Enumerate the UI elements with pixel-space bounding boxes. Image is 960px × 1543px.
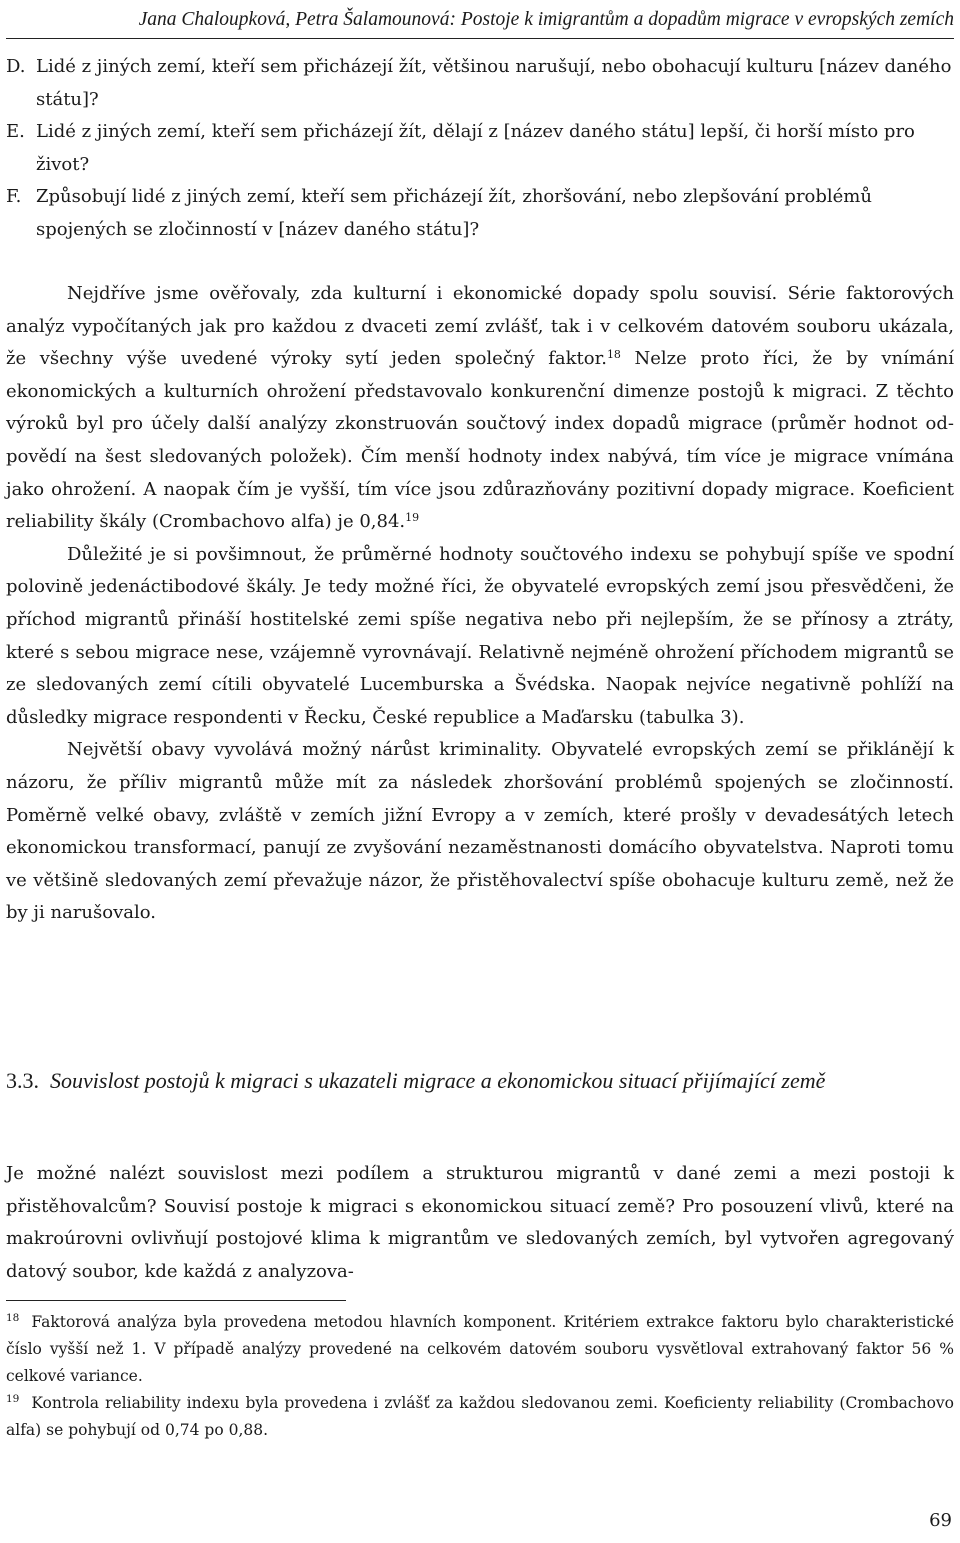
footnote-ref-18[interactable]: 18 xyxy=(606,348,621,362)
paragraph-text: Nejdříve jsme ověřovaly, zda kulturní i ekonomické dopady spolu souvisí. Série faktorových analýz vypočítaných jak pro každou z dvaceti zemí zvlášť, tak i v celkovém datovém souboru ukázala, že všechny výše uvedené výroky sytí jeden společný faktor. xyxy=(6,283,954,370)
question-letter: D. xyxy=(6,56,26,77)
body-paragraphs xyxy=(6,278,954,930)
footnote-18 xyxy=(6,1309,954,1390)
section-number: 3.3. xyxy=(6,1068,39,1093)
paragraph-index-values: Důležité je si povšimnout, že průměrné hodnoty součtového indexu se pohybují spíše ve spodní polovině jedenáctibodové škály. Je tedy možné říci, že obyvatelé evropských zemí jsou přesvědčeni, že příchod migrantů přináší hostitelské zemi spíše negativa nebo při nejlepším, že se přínosy a ztráty, které s sebou migrace nese, vzájemně vyrovnávají. Relativně nejméně ohrožení příchodem migrantů se ze sledovaných zemí cítili obyvatelé Lucemburska a Švédska. Naopak nejvíce negativně pohlíží na důsledky migrace respondenti v Řecku, České republice a Maďarsku (tabulka 3). xyxy=(6,543,954,728)
question-text: Způsobují lidé z jiných zemí, kteří sem přicházejí žít, zhoršování, nebo zlepšování problémů spojených se zločinností v [název daného státu]? xyxy=(36,186,872,240)
paragraph-section-intro: Je možné nalézt souvislost mezi podílem a strukturou migrantů v dané zemi a mezi postoji k přistěhovalcům? Souvisí postoje k migraci s ekonomickou situací země? Pro posouzení vlivů, které na makroúrovni ovlivňují postojové klima k migrantům ve sledovaných zemích, byl vytvořen agregovaný datový soubor, kde každá z analyzova- xyxy=(6,1163,954,1282)
running-header: Jana Chaloupková, Petra Šalamounová: Postoje k imigrantům a dopadům migrace v evropských zemích xyxy=(6,4,954,39)
paragraph-factor-analysis xyxy=(6,278,954,539)
question-item-e xyxy=(6,116,954,181)
footnote-ref-19[interactable]: 19 xyxy=(405,511,420,525)
section-body xyxy=(6,1158,954,1288)
section-heading xyxy=(6,1065,954,1096)
footnote-divider xyxy=(6,1300,346,1301)
footnote-number: 19 xyxy=(6,1392,20,1405)
page-number: 69 xyxy=(929,1510,952,1531)
footnote-text: Kontrola reliability indexu byla provedena i zvlášť za každou sledovanou zemi. Koeficienty reliability (Crombachovo alfa) se pohybují od 0,74 po 0,88. xyxy=(6,1394,954,1439)
question-item-f xyxy=(6,181,954,246)
footnote-number: 18 xyxy=(6,1311,20,1324)
footnotes xyxy=(6,1309,954,1444)
question-text: Lidé z jiných zemí, kteří sem přicházejí žít, dělají z [název daného státu] lepší, či horší místo pro život? xyxy=(36,121,915,175)
question-text: Lidé z jiných zemí, kteří sem přicházejí žít, většinou narušují, nebo obohacují kulturu [název daného státu]? xyxy=(36,56,952,110)
footnote-text: Faktorová analýza byla provedena metodou hlavních komponent. Kritériem extrakce faktoru bylo charakteristické číslo vyšší než 1. V případě analýzy provedené na celkovém datovém souboru vysvětloval extrahovaný faktor 56 % celkové variance. xyxy=(6,1313,954,1385)
paragraph-crime-concerns: Největší obavy vyvolává možný nárůst kriminality. Obyvatelé evropských zemí se přiklánějí k názoru, že příliv migrantů může mít za následek zhoršování problémů spojených se zločinností. Poměrně velké obavy, zvláště v zemích jižní Evropy a v zemích, které prošly v devadesátých letech ekonomickou transformací, panují ze zvyšování nezaměstnanosti domácího obyvatelstva. Naproti tomu ve většině sledovaných zemí převažuje názor, že přistěhovalectví spíše obohacuje kulturu země, než že by ji narušovalo. xyxy=(6,739,954,924)
footnote-19 xyxy=(6,1390,954,1444)
paragraph-text: Nelze proto říci, že by vnímání ekonomických a kulturních ohrožení představovalo konkurenční dimenze postojů k migraci. Z těchto výroků byl pro účely další analýzy zkonstruován součtový index dopadů migrace (průměr hodnot odpovědí na šest sledovaných položek). Čím menší hodnoty index nabývá, tím více je migrace vnímána jako ohrožení. A naopak čím je vyšší, tím více jsou zdůrazňovány pozitivní dopady migrace. Koeficient reliability škály (Crombachovo alfa) je 0,84. xyxy=(6,348,954,533)
question-letter: E. xyxy=(6,121,25,143)
question-list xyxy=(6,51,954,247)
section-title: Souvislost postojů k migraci s ukazateli migrace a ekonomickou situací přijímající země xyxy=(50,1068,826,1093)
question-letter: F. xyxy=(6,186,22,208)
question-item-d xyxy=(6,51,954,116)
